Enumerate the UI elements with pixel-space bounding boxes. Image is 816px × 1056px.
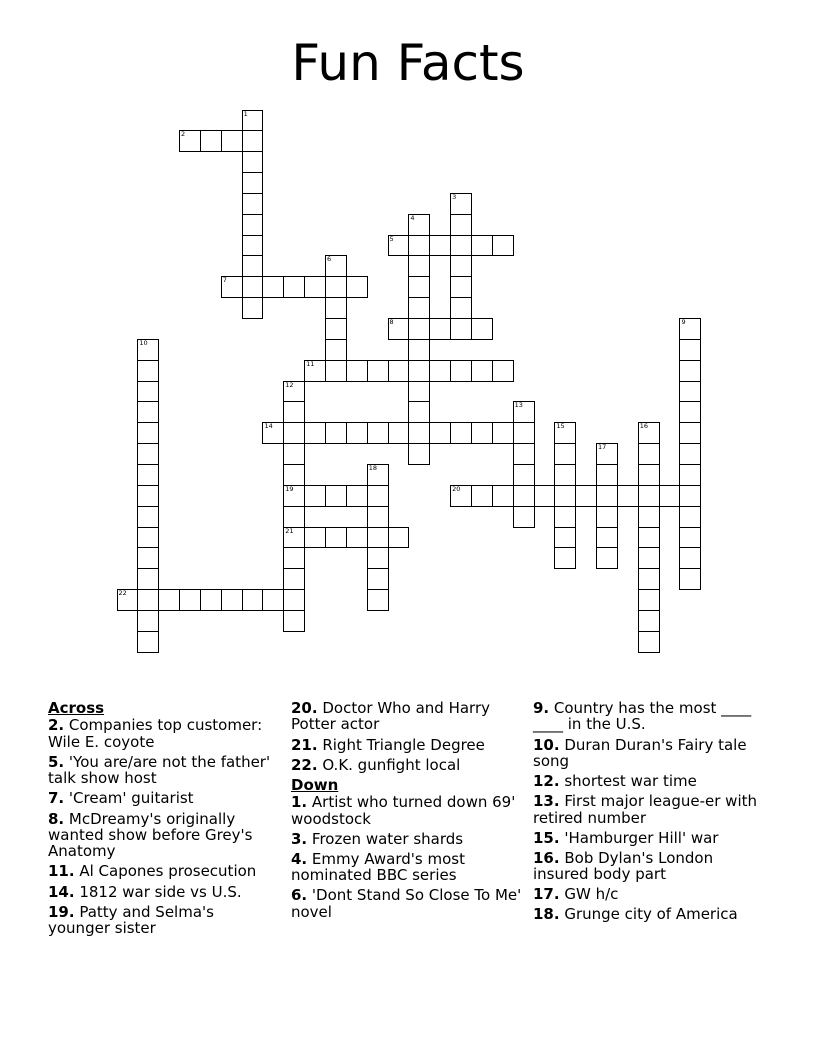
clue-number-label: 10 (139, 338, 148, 347)
clue-text: Right Triangle Degree (317, 735, 485, 754)
clue-text: Frozen water shards (307, 829, 464, 848)
crossword-cell[interactable] (408, 255, 430, 277)
crossword-cell[interactable] (325, 255, 347, 277)
crossword-cell[interactable] (408, 276, 430, 298)
crossword-cell[interactable] (179, 589, 201, 611)
clue-number: 4. (291, 849, 308, 868)
clue-number-label: 1 (243, 109, 248, 118)
crossword-cell[interactable] (304, 422, 326, 444)
crossword-cell[interactable] (638, 527, 660, 549)
crossword-cell[interactable] (408, 360, 430, 382)
clue-number-label: 3 (452, 192, 457, 201)
clue-text: Country has the most ____ ____ in the U.S. (533, 699, 752, 734)
clue-item (48, 717, 280, 750)
crossword-cell[interactable] (575, 485, 597, 507)
crossword-cell[interactable] (242, 255, 264, 277)
clue-number: 6. (291, 886, 308, 905)
crossword-cell[interactable] (408, 401, 430, 423)
crossword-cell[interactable] (638, 464, 660, 486)
clue-item (291, 887, 523, 920)
crossword-cell[interactable] (679, 401, 701, 423)
clue-item (533, 737, 765, 770)
crossword-cell[interactable] (617, 485, 639, 507)
clue-number-label: 19 (285, 484, 294, 493)
clue-number-label: 7 (222, 276, 227, 285)
crossword-cell[interactable] (659, 485, 681, 507)
clue-item (48, 884, 280, 900)
crossword-cell[interactable] (325, 485, 347, 507)
crossword-cell[interactable] (304, 360, 326, 382)
clue-text: Grunge city of America (559, 905, 738, 924)
clue-text: 'Cream' guitarist (64, 789, 194, 808)
clue-number: 19. (48, 902, 75, 921)
clue-item (533, 830, 765, 846)
crossword-cell[interactable] (137, 485, 159, 507)
crossword-cell[interactable] (450, 297, 472, 319)
clue-number-label: 12 (285, 380, 294, 389)
clue-number-label: 11 (306, 359, 315, 368)
crossword-cell[interactable] (450, 193, 472, 215)
crossword-cell[interactable] (679, 464, 701, 486)
clue-text: Emmy Award's most nominated BBC series (291, 849, 465, 885)
crossword-cell[interactable] (283, 464, 305, 486)
clue-number-label: 8 (389, 318, 394, 326)
crossword-cell[interactable] (283, 527, 305, 549)
clue-number: 8. (48, 809, 65, 828)
crossword-cell[interactable] (513, 401, 535, 423)
clue-number: 18. (533, 905, 560, 924)
crossword-cell[interactable] (408, 339, 430, 361)
crossword-cell[interactable] (283, 401, 305, 423)
clue-text: GW h/c (559, 885, 619, 904)
crossword-cell[interactable] (137, 381, 159, 403)
crossword-cell[interactable] (596, 547, 618, 569)
crossword-cell[interactable] (429, 235, 451, 257)
clue-item (533, 906, 765, 922)
crossword-cell[interactable] (242, 172, 264, 194)
crossword-cell[interactable] (679, 339, 701, 361)
clue-text: 'You are/are not the father' talk show host (48, 752, 271, 788)
crossword-cell[interactable] (450, 276, 472, 298)
clue-text: O.K. gunfight local (317, 755, 461, 774)
clue-number: 22. (291, 755, 318, 774)
clue-item (291, 794, 523, 827)
crossword-cell[interactable] (137, 464, 159, 486)
clue-column-1 (48, 700, 280, 940)
crossword-cell[interactable] (513, 485, 535, 507)
crossword-cell[interactable] (554, 527, 576, 549)
crossword-cell[interactable] (638, 547, 660, 569)
crossword-cell[interactable] (679, 381, 701, 403)
clue-text: 'Hamburger Hill' war (559, 828, 719, 847)
crossword-cell[interactable] (429, 360, 451, 382)
clue-item (291, 700, 523, 733)
crossword-cell[interactable] (596, 506, 618, 528)
crossword-cell[interactable] (200, 589, 222, 611)
crossword-cell[interactable] (554, 506, 576, 528)
crossword-cell[interactable] (471, 485, 493, 507)
clue-item (48, 811, 280, 860)
crossword-cell[interactable] (367, 464, 389, 486)
clue-item (48, 863, 280, 879)
crossword-cell[interactable] (513, 443, 535, 465)
clue-text: 1812 war side vs U.S. (74, 882, 242, 901)
clue-number: 11. (48, 862, 75, 881)
clue-item (533, 773, 765, 789)
crossword-cell[interactable] (304, 485, 326, 507)
clue-number: 13. (533, 792, 560, 811)
crossword-cell[interactable] (221, 276, 243, 298)
crossword-cell[interactable] (304, 276, 326, 298)
crossword-cell[interactable] (638, 485, 660, 507)
clue-number-label: 15 (556, 422, 565, 431)
clue-number-label: 9 (681, 318, 686, 326)
crossword-cell[interactable] (242, 589, 264, 611)
clue-column-3 (533, 700, 765, 926)
crossword-cell[interactable] (242, 214, 264, 236)
crossword-cell[interactable] (554, 547, 576, 569)
crossword-cell[interactable] (596, 464, 618, 486)
crossword-cell[interactable] (554, 485, 576, 507)
crossword-cell[interactable] (492, 485, 514, 507)
crossword-cell[interactable] (283, 485, 305, 507)
crossword-cell[interactable] (283, 443, 305, 465)
crossword-cell[interactable] (325, 297, 347, 319)
crossword-cell[interactable] (117, 589, 139, 611)
crossword-cell[interactable] (283, 422, 305, 444)
crossword-cell[interactable] (679, 485, 701, 507)
crossword-cell[interactable] (137, 360, 159, 382)
clue-text: shortest war time (559, 772, 697, 790)
clue-number-label: 14 (264, 422, 273, 431)
clue-number-label: 4 (410, 213, 415, 222)
clue-number: 17. (533, 885, 560, 904)
crossword-cell[interactable] (408, 318, 430, 340)
crossword-cell[interactable] (450, 485, 472, 507)
clue-item (291, 757, 523, 773)
clue-number: 1. (291, 793, 308, 812)
crossword-cell[interactable] (408, 422, 430, 444)
clue-number-label: 22 (118, 589, 127, 598)
crossword-cell[interactable] (262, 589, 284, 611)
clue-number-label: 5 (389, 234, 394, 243)
crossword-cell[interactable] (554, 464, 576, 486)
crossword-cell[interactable] (388, 527, 410, 549)
clue-number: 21. (291, 735, 318, 754)
crossword-cell[interactable] (367, 547, 389, 569)
clue-item (533, 886, 765, 902)
crossword-cell[interactable] (638, 422, 660, 444)
crossword-cell[interactable] (283, 276, 305, 298)
crossword-cell[interactable] (450, 360, 472, 382)
clue-text: Artist who turned down 69' woodstock (291, 793, 516, 828)
crossword-cell[interactable] (471, 422, 493, 444)
crossword-cell[interactable] (325, 527, 347, 549)
crossword-cell[interactable] (137, 422, 159, 444)
crossword-cell[interactable] (367, 506, 389, 528)
crossword-cell[interactable] (242, 151, 264, 173)
crossword-cell[interactable] (513, 464, 535, 486)
crossword-cell[interactable] (367, 360, 389, 382)
clue-column-2 (291, 700, 523, 924)
clue-number-label: 16 (639, 422, 649, 431)
crossword-cell[interactable] (283, 506, 305, 528)
crossword-cell[interactable] (450, 255, 472, 277)
crossword-cell[interactable] (137, 527, 159, 549)
clue-number: 7. (48, 789, 65, 808)
puzzle-title: Fun Facts (291, 34, 525, 92)
clue-item (291, 831, 523, 847)
crossword-cell[interactable] (325, 318, 347, 340)
crossword-cell[interactable] (137, 547, 159, 569)
crossword-cell[interactable] (596, 485, 618, 507)
crossword-cell[interactable] (304, 527, 326, 549)
crossword-cell[interactable] (137, 589, 159, 611)
crossword-cell[interactable] (137, 610, 159, 632)
crossword-cell[interactable] (242, 193, 264, 215)
crossword-cell[interactable] (137, 443, 159, 465)
crossword-cell[interactable] (679, 568, 701, 590)
crossword-cell[interactable] (471, 318, 493, 340)
crossword-cell[interactable] (638, 610, 660, 632)
crossword-cell[interactable] (242, 297, 264, 319)
crossword-cell[interactable] (367, 527, 389, 549)
crossword-cell[interactable] (534, 485, 556, 507)
crossword-cell[interactable] (283, 547, 305, 569)
crossword-cell[interactable] (367, 589, 389, 611)
clue-number: 10. (533, 735, 560, 754)
clue-number-label: 2 (181, 130, 186, 139)
crossword-cell[interactable] (471, 360, 493, 382)
clue-text: Doctor Who and Harry Potter actor (291, 699, 491, 734)
crossword-cell[interactable] (408, 235, 430, 257)
crossword-cell[interactable] (200, 130, 222, 152)
clue-text: First major league-er with retired number (533, 792, 758, 827)
clue-number-label: 13 (514, 401, 523, 410)
clue-number: 12. (533, 772, 560, 790)
clue-item (48, 904, 280, 937)
clue-number: 20. (291, 699, 318, 717)
clue-number: 9. (533, 699, 550, 717)
clue-number-label: 6 (327, 255, 332, 264)
crossword-cell[interactable] (408, 297, 430, 319)
clue-number-label: 18 (368, 463, 377, 472)
crossword-cell[interactable] (638, 568, 660, 590)
clue-number-label: 17 (598, 443, 607, 452)
crossword-cell[interactable] (388, 318, 410, 340)
crossword-cell[interactable] (388, 422, 410, 444)
clue-item (533, 700, 765, 733)
across-heading: Across (48, 699, 105, 717)
crossword-cell[interactable] (242, 130, 264, 152)
crossword-cell[interactable] (388, 235, 410, 257)
crossword-cell[interactable] (429, 318, 451, 340)
clue-text: Companies top customer: Wile E. coyote (48, 716, 263, 751)
clue-number: 16. (533, 848, 560, 867)
crossword-cell[interactable] (242, 235, 264, 257)
crossword-cell[interactable] (242, 276, 264, 298)
crossword-cell[interactable] (596, 443, 618, 465)
clue-item (48, 754, 280, 787)
crossword-cell[interactable] (554, 443, 576, 465)
crossword-cell[interactable] (492, 360, 514, 382)
crossword-cell[interactable] (596, 527, 618, 549)
clue-number: 5. (48, 752, 65, 771)
clue-item (533, 793, 765, 826)
crossword-cell[interactable] (346, 485, 368, 507)
crossword-cell[interactable] (325, 360, 347, 382)
down-heading: Down (291, 775, 339, 794)
crossword-cell[interactable] (638, 506, 660, 528)
crossword-cell[interactable] (221, 130, 243, 152)
clue-text: McDreamy's originally wanted show before Grey's Anatomy (48, 809, 253, 861)
crossword-cell[interactable] (346, 360, 368, 382)
crossword-cell[interactable] (492, 422, 514, 444)
clue-text: Bob Dylan's London insured body part (533, 848, 714, 884)
clue-number: 15. (533, 828, 560, 847)
crossword-cell[interactable] (283, 381, 305, 403)
crossword-cell[interactable] (367, 422, 389, 444)
crossword-cell[interactable] (408, 381, 430, 403)
crossword-cell[interactable] (408, 214, 430, 236)
crossword-cell[interactable] (450, 422, 472, 444)
crossword-cell[interactable] (346, 422, 368, 444)
crossword-cell[interactable] (471, 235, 493, 257)
crossword-cell[interactable] (137, 401, 159, 423)
crossword-cell[interactable] (450, 214, 472, 236)
crossword-cell[interactable] (638, 443, 660, 465)
crossword-cell[interactable] (283, 610, 305, 632)
clue-number: 2. (48, 716, 65, 735)
crossword-cell[interactable] (679, 422, 701, 444)
clue-text: Duran Duran's Fairy tale song (533, 735, 747, 770)
crossword-cell[interactable] (408, 443, 430, 465)
crossword-cell[interactable] (325, 422, 347, 444)
crossword-cell[interactable] (638, 589, 660, 611)
crossword-cell[interactable] (221, 589, 243, 611)
crossword-cell[interactable] (137, 631, 159, 653)
clue-number-label: 21 (285, 526, 294, 535)
crossword-cell[interactable] (283, 568, 305, 590)
clue-item (291, 737, 523, 753)
crossword-cell[interactable] (367, 568, 389, 590)
crossword-cell[interactable] (679, 443, 701, 465)
crossword-cell[interactable] (346, 527, 368, 549)
crossword-cell[interactable] (554, 422, 576, 444)
crossword-cell[interactable] (346, 276, 368, 298)
crossword-cell[interactable] (367, 485, 389, 507)
crossword-cell[interactable] (242, 110, 264, 132)
crossword-cell[interactable] (137, 339, 159, 361)
clue-number: 3. (291, 829, 308, 848)
clue-item (48, 790, 280, 806)
crossword-cell[interactable] (388, 360, 410, 382)
crossword-cell[interactable] (679, 527, 701, 549)
crossword-cell[interactable] (450, 318, 472, 340)
clue-item (533, 850, 765, 883)
clue-item (291, 851, 523, 884)
crossword-cell[interactable] (325, 276, 347, 298)
crossword-cell[interactable] (429, 422, 451, 444)
crossword-cell[interactable] (325, 339, 347, 361)
crossword-cell[interactable] (158, 589, 180, 611)
crossword-cell[interactable] (137, 568, 159, 590)
crossword-cell[interactable] (513, 422, 535, 444)
crossword-cell[interactable] (137, 506, 159, 528)
crossword-cell[interactable] (679, 360, 701, 382)
crossword-cell[interactable] (679, 506, 701, 528)
crossword-cell[interactable] (513, 506, 535, 528)
crossword-cell[interactable] (450, 235, 472, 257)
clue-number: 14. (48, 882, 75, 901)
clue-text: Patty and Selma's younger sister (48, 902, 214, 937)
crossword-cell[interactable] (262, 276, 284, 298)
crossword-cell[interactable] (679, 318, 701, 340)
crossword-cell[interactable] (679, 547, 701, 569)
clue-text: Al Capones prosecution (74, 862, 257, 881)
clue-text: 'Dont Stand So Close To Me' novel (291, 886, 522, 921)
crossword-cell[interactable] (262, 422, 284, 444)
crossword-cell[interactable] (179, 130, 201, 152)
crossword-cell[interactable] (492, 235, 514, 257)
clue-number-label: 20 (452, 484, 461, 493)
crossword-cell[interactable] (283, 589, 305, 611)
crossword-cell[interactable] (638, 631, 660, 653)
